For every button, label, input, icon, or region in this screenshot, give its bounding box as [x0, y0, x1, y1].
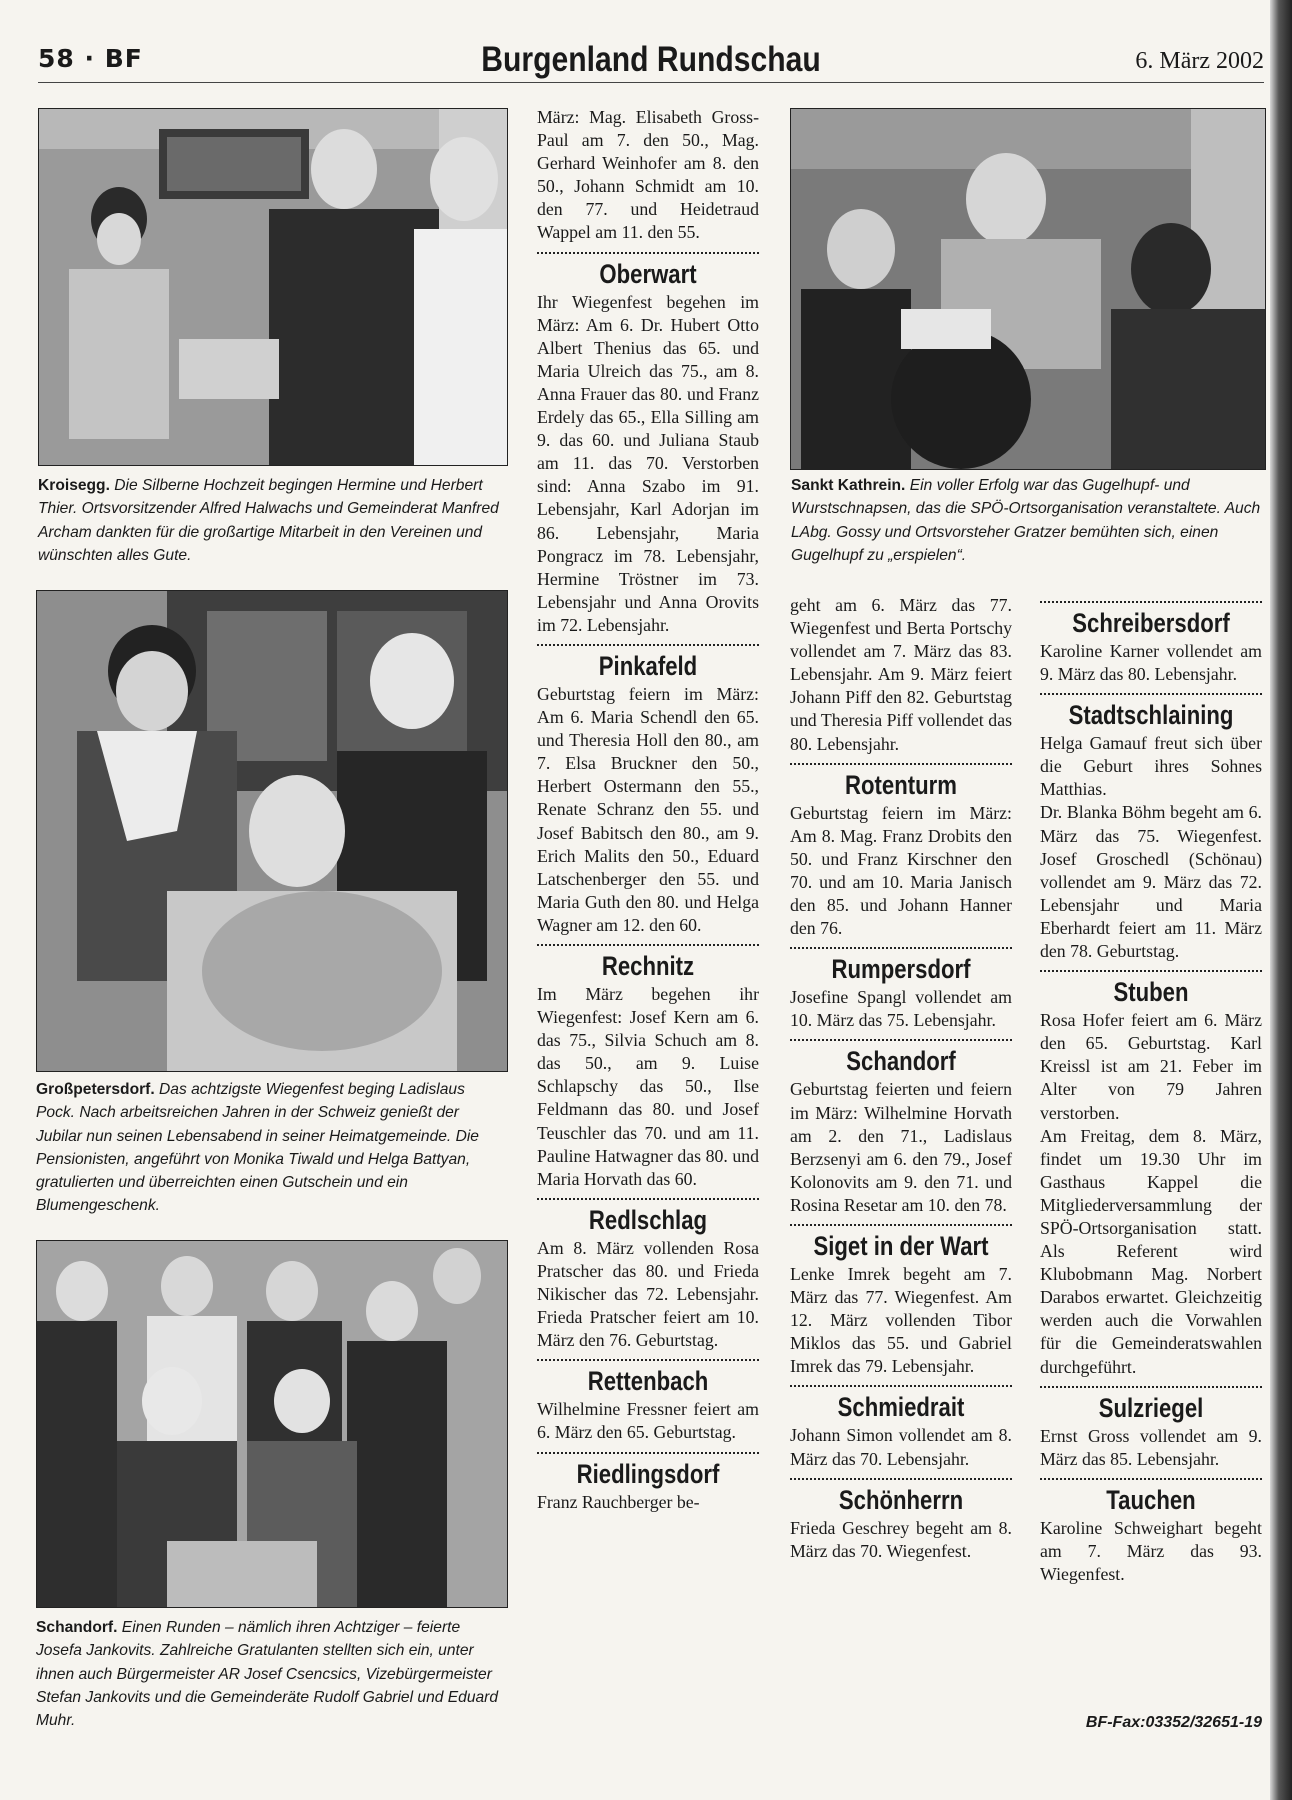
- section-riedlingsdorf: [537, 1452, 759, 1514]
- section-text: Ihr Wiegenfest begehen im März: Am 6. Dr. Hubert Otto Albert Thenius das 65. und Maria Ulreich das 75., am 8. Anna Frauer das 80. und Franz Erdely das 65., Ella Silling am 9. das 60. und Juliana Staub am 11. das 70. Verstorben sind: Anna Szabo im 91. Lebensjahr, Karl Adorjan im 86. Lebensjahr, Maria Pongracz im 78. Lebensjahr, Hermine Tröstner im 73. Lebensjahr und Anna Orovits im 72. Lebensjahr.: [537, 291, 759, 635]
- section-rumpersdorf: [790, 947, 1012, 1032]
- photo-sankt-kathrein: [790, 108, 1266, 470]
- divider: [1040, 1478, 1262, 1480]
- divider: [1040, 1386, 1262, 1388]
- column-2: [537, 106, 759, 1514]
- caption-grosspetersdorf: [36, 1078, 506, 1218]
- section-oberwart: [537, 252, 759, 637]
- caption-kroisegg: [38, 474, 508, 567]
- photo-kroisegg: [38, 108, 508, 466]
- section-title: Sulzriegel: [1098, 1392, 1204, 1423]
- section-title: Schmiedrait: [837, 1392, 965, 1423]
- divider: [537, 252, 759, 254]
- scan-edge: [1270, 0, 1292, 1800]
- section-text: Am 8. März vollenden Rosa Pratscher das 80. und Frieda Nikischer das 72. Lebensjahr. Frieda Pratscher feiert am 10. März den 76. Geburtstag.: [537, 1237, 759, 1351]
- section-title: Rechnitz: [601, 951, 695, 981]
- section-text: Frieda Geschrey begeht am 8. März das 70. Wiegenfest.: [790, 1517, 1012, 1561]
- lead-text: geht am 6. März das 77. Wiegenfest und Berta Portschy vollendet am 7. März das 83. Lebensjahr. Am 9. März feiert Johann Piff den 82. Geburtstag und Theresia Piff vollendet das 80. Lebensjahr.: [790, 595, 1012, 754]
- section-rettenbach: [537, 1359, 759, 1444]
- section-title: Schreibersdorf: [1072, 608, 1230, 638]
- section-tauchen: [1040, 1478, 1262, 1586]
- section-rechnitz: [537, 944, 759, 1191]
- section-schandorf: [790, 1039, 1012, 1217]
- caption-text: Ein voller Erfolg war das Gugelhupf- und Wurstschnapsen, das die SPÖ-Ortsorganisation veranstaltete. Auch LAbg. Gossy und Ortsvorsteher Gratzer bemühten sich, einen Gugelhupf zu „erspielen“.: [791, 477, 1261, 564]
- section-rotenturm: [790, 763, 1012, 941]
- section-text: Johann Simon vollendet am 8. März das 70. Lebensjahr.: [790, 1425, 1012, 1469]
- divider: [537, 1198, 759, 1200]
- page-number: 58 · BF: [38, 44, 143, 73]
- section-schreibersdorf: [1040, 601, 1262, 686]
- section-title: Schandorf: [846, 1046, 956, 1077]
- divider: [790, 763, 1012, 765]
- photo-grosspetersdorf: [36, 590, 508, 1072]
- divider: [790, 1385, 1012, 1387]
- section-text: Ernst Gross vollendet am 9. März das 85. Lebensjahr.: [1040, 1425, 1262, 1469]
- section-text: Geburtstag feiern im März: Am 8. Mag. Franz Drobits den 50. und Franz Kirschner den 70. und am 10. Maria Janisch den 85. und Johann Hanner den 76.: [790, 802, 1012, 939]
- caption-place: Großpetersdorf.: [36, 1081, 155, 1098]
- caption-text: Die Silberne Hochzeit begingen Hermine und Herbert Thier. Ortsvorsitzender Alfred Halwachs und Gemeinderat Manfred Archam dankten für die großartige Mitarbeit in den Vereinen und wünschten alles Gute.: [38, 477, 499, 564]
- section-text: Wilhelmine Fressner feiert am 6. März den 65. Geburtstag.: [537, 1399, 759, 1443]
- section-text: Karoline Schweighart begeht am 7. März das 93. Wiegenfest.: [1040, 1517, 1262, 1584]
- masthead: [38, 40, 1264, 83]
- section-schoenherrn: [790, 1478, 1012, 1563]
- section-title: Rumpersdorf: [831, 954, 971, 985]
- section-text: Geburtstag feierten und feiern im März: Wilhelmine Horvath am 2. den 71., Ladislaus Berzsenyi am 6. den 79., Josef Kolonovits am 9. den 71. und Rosina Resetar am 10. den 78.: [790, 1079, 1012, 1215]
- section-title: Siget in der Wart: [813, 1230, 989, 1261]
- photo-schandorf: [36, 1240, 508, 1608]
- fax-number: BF-Fax:03352/32651-19: [1085, 1714, 1262, 1731]
- divider: [790, 1039, 1012, 1041]
- section-siget-in-der-wart: [790, 1224, 1012, 1378]
- section-title: Redlschlag: [588, 1204, 708, 1235]
- section-text: Im März begehen ihr Wiegenfest: Josef Kern am 6. das 75., Silvia Schuch am 8. das 50., am 9. Luise Schlapschy das 50., Ilse Feldmann das 80. und Josef Teuschler das 70. und am 11. Pauline Hatwagner das 80. und Maria Horvath das 60.: [537, 984, 759, 1189]
- section-sulzriegel: [1040, 1386, 1262, 1471]
- section-title: Schönherrn: [838, 1484, 964, 1515]
- section-schmiedrait: [790, 1385, 1012, 1470]
- section-stadtschlaining: [1040, 693, 1262, 963]
- section-text: Franz Rauchberger be-: [537, 1491, 700, 1512]
- caption-sankt-kathrein: [791, 474, 1267, 567]
- section-title: Stuben: [1113, 977, 1189, 1008]
- section-title: Tauchen: [1106, 1484, 1196, 1515]
- section-title: Riedlingsdorf: [576, 1458, 720, 1489]
- divider: [1040, 601, 1262, 603]
- column-3: [790, 594, 1012, 1563]
- section-text: Rosa Hofer feiert am 6. März den 65. Geburtstag. Karl Kreissl ist am 21. Feber im Alter von 79 Jahren verstorben.: [1040, 1010, 1262, 1123]
- caption-text: Einen Runden – nämlich ihren Achtziger – feierte Josefa Jankovits. Zahlreiche Gratulanten stellten sich ein, unter ihnen auch Bürgermeister AR Josef Csencsics, Vizebürgermeister Stefan Jankovits und die Gemeinderäte Rudolf Gabriel und Eduard Muhr.: [36, 1619, 499, 1730]
- divider: [790, 947, 1012, 949]
- section-text: Am Freitag, dem 8. März, findet um 19.30 Uhr im Gasthaus Kappel die Mitgliederversammlung der SPÖ-Ortsorganisation statt. Als Referent wird Klubobmann Mag. Norbert Darabos erwartet. Gleichzeitig werden auch die Vorwahlen für die Gemeinderatswahlen durchgeführt.: [1040, 1125, 1262, 1377]
- caption-place: Sankt Kathrein.: [791, 477, 906, 494]
- issue-date: 6. März 2002: [1135, 48, 1264, 74]
- section-title: Stadtschlaining: [1068, 700, 1234, 731]
- divider: [537, 944, 759, 946]
- section-title: Rotenturm: [845, 769, 957, 800]
- caption-place: Kroisegg.: [38, 477, 110, 494]
- column-4: [1040, 594, 1262, 1586]
- section-stuben: [1040, 970, 1262, 1379]
- section-title: Pinkafeld: [598, 650, 698, 681]
- section-text: Karoline Karner vollendet am 9. März das 80. Lebensjahr.: [1040, 641, 1262, 685]
- section-text: Helga Gamauf freut sich über die Geburt ihres Sohnes Matthias.: [1040, 733, 1262, 800]
- divider: [537, 1359, 759, 1361]
- section-redlschlag: [537, 1198, 759, 1352]
- lead-text: März: Mag. Elisabeth Gross-Paul am 7. den 50., Mag. Gerhard Weinhofer am 8. den 50., Johann Schmidt am 10. den 77. und Heidetraud Wappel am 11. den 55.: [537, 107, 759, 243]
- section-text: Dr. Blanka Böhm begeht am 6. März das 75. Wiegenfest. Josef Groschedl (Schönau) vollendet am 9. März das 72. Lebensjahr und Maria Eberhardt feiert am 11. März den 78. Geburtstag.: [1040, 802, 1262, 962]
- newspaper-title: Burgenland Rundschau: [481, 40, 821, 79]
- caption-place: Schandorf.: [36, 1619, 118, 1636]
- section-title: Rettenbach: [587, 1366, 709, 1397]
- caption-text: Das achtzigste Wiegenfest beging Ladislaus Pock. Nach arbeitsreichen Jahren in der Schweiz genießt der Jubilar nun seinen Lebensabend in seiner Heimatgemeinde. Die Pensionisten, angeführt von Monika Tiwald und Helga Battyan, gratulierten und überreichten einen Gutschein und ein Blumengeschenk.: [36, 1081, 479, 1215]
- divider: [537, 644, 759, 646]
- section-pinkafeld: [537, 644, 759, 937]
- section-text: Lenke Imrek begeht am 7. März das 77. Wiegenfest. Am 12. März vollenden Tibor Miklos das 55. und Gabriel Imrek das 79. Lebensjahr.: [790, 1263, 1012, 1377]
- caption-schandorf: [36, 1616, 506, 1732]
- section-text: Geburtstag feiern im März: Am 6. Maria Schendl den 65. und Theresia Holl den 80., am 7. Elsa Bruckner den 50., Herbert Ostermann den 55., Renate Schranz den 55. und Josef Babitsch den 80., am 9. Erich Malits den 50., Eduard Latschenberger den 55. und Maria Guth den 80. und Helga Wagner am 12. den 60.: [537, 683, 759, 935]
- section-text: Josefine Spangl vollendet am 10. März das 75. Lebensjahr.: [790, 987, 1012, 1031]
- divider: [1040, 970, 1262, 972]
- section-title: Oberwart: [599, 258, 697, 289]
- divider: [537, 1452, 759, 1454]
- divider: [1040, 693, 1262, 695]
- divider: [790, 1224, 1012, 1226]
- divider: [790, 1478, 1012, 1480]
